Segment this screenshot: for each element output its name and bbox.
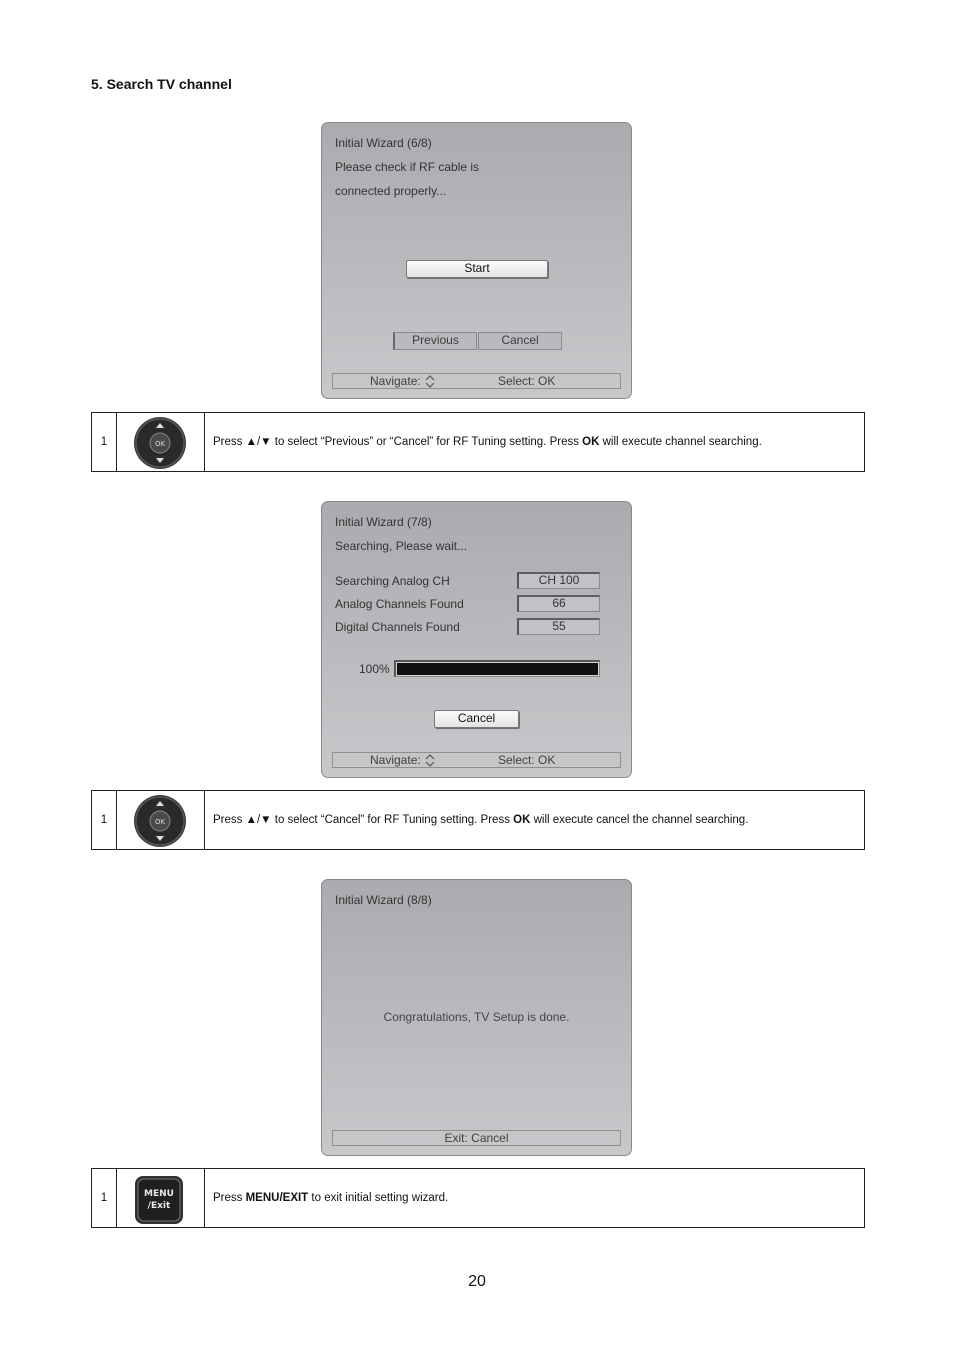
step-number: 1 — [92, 1169, 117, 1227]
instruction-text: Press ▲/▼ to select “Cancel” for RF Tuning setting. Press OK will execute cancel the channel searching. — [213, 814, 749, 826]
exit-key-label: /Exit — [147, 1201, 171, 1211]
status-bar — [332, 752, 621, 768]
status-bar — [332, 1130, 621, 1146]
page-number: 20 — [468, 1273, 486, 1290]
wizard-message-line1: Please check if RF cable is — [335, 160, 480, 174]
ok-dpad-icon — [133, 794, 187, 848]
instruction-row — [91, 790, 865, 850]
up-down-arrow-icon — [425, 754, 435, 767]
wizard-screen-7 — [321, 501, 632, 778]
instruction-text: Press MENU/EXIT to exit initial setting wizard. — [213, 1192, 449, 1204]
select-hint: Select: OK — [498, 374, 556, 388]
step-number: 1 — [92, 791, 117, 849]
searching-analog-label: Searching Analog CH — [335, 574, 450, 588]
completion-message: Congratulations, TV Setup is done. — [383, 1010, 570, 1024]
cancel-button[interactable]: Cancel — [434, 710, 519, 728]
instruction-row — [91, 1168, 865, 1228]
instruction-text: Press ▲/▼ to select “Previous” or “Cancel” for RF Tuning setting. Press OK will execute channel searching. — [213, 436, 762, 448]
progress-fill — [397, 663, 598, 675]
svg-text:OK: OK — [154, 818, 166, 826]
progress-bar — [394, 660, 600, 677]
status-bar — [332, 373, 621, 389]
exit-hint: Exit: Cancel — [444, 1131, 509, 1145]
instruction-row — [91, 412, 865, 472]
wizard-screen-8 — [321, 879, 632, 1156]
previous-button[interactable]: Previous — [393, 332, 477, 350]
select-hint: Select: OK — [498, 753, 556, 767]
digital-found-label: Digital Channels Found — [335, 620, 460, 634]
up-down-arrow-icon — [425, 375, 435, 388]
remote-key-cell — [117, 791, 205, 849]
wizard-subtitle: Searching, Please wait... — [335, 539, 468, 553]
step-number: 1 — [92, 413, 117, 471]
searching-analog-value: CH 100 — [517, 572, 600, 589]
ok-dpad-icon — [133, 416, 187, 470]
analog-found-label: Analog Channels Found — [335, 597, 464, 611]
cancel-button[interactable]: Cancel — [478, 332, 562, 350]
wizard-message-line2: connected properly... — [335, 184, 447, 198]
menu-exit-button-icon — [133, 1172, 187, 1226]
section-title: 5. Search TV channel — [91, 76, 232, 92]
navigate-hint: Navigate: — [370, 374, 435, 388]
progress-percent: 100% — [359, 662, 390, 676]
svg-text:OK: OK — [154, 440, 166, 448]
wizard-title: Initial Wizard (6/8) — [335, 136, 432, 150]
menu-key-label: MENU — [144, 1189, 174, 1199]
wizard-screen-6 — [321, 122, 632, 399]
remote-key-cell — [117, 1169, 205, 1227]
remote-key-cell — [117, 413, 205, 471]
start-button[interactable]: Start — [406, 260, 548, 278]
wizard-title: Initial Wizard (8/8) — [335, 893, 432, 907]
analog-found-value: 66 — [517, 595, 600, 612]
navigate-hint: Navigate: — [370, 753, 435, 767]
digital-found-value: 55 — [517, 618, 600, 635]
wizard-title: Initial Wizard (7/8) — [335, 515, 432, 529]
